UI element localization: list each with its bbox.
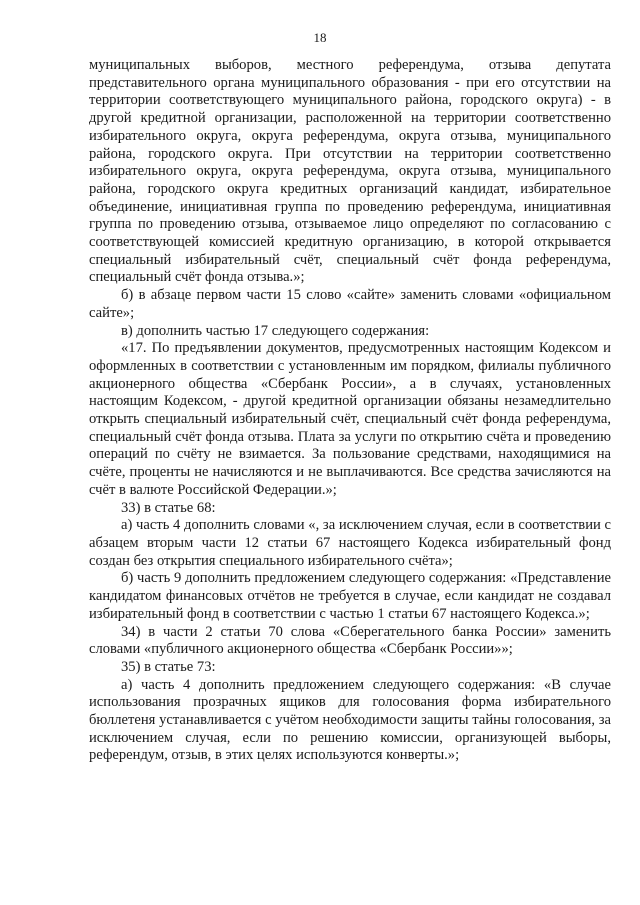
paragraph-2: б) в абзаце первом части 15 слово «сайте» заменить словами «официальном сайте»;: [89, 287, 611, 321]
paragraph-9: 35) в статье 73:: [121, 658, 216, 675]
paragraph-3: в) дополнить частью 17 следующего содержания:: [121, 322, 430, 339]
paragraph-7: б) часть 9 дополнить предложением следующего содержания: «Представление кандидатом финансовых отчётов не требуется в случае, если кандидат не создавал избирательный фонд в соответствии с частью 1 статьи 67 настоящего Кодекса.»;: [89, 570, 611, 622]
paragraph-1: муниципальных выборов, местного референдума, отзыва депутата представительного органа муниципального образования - при его отсутствии на территории соответствующего муниципального района, городского округа) - в другой кредитной организации, расположенной на территории соответственно избирательного округа, округа референдума, округа отзыва, муниципального района, городского округа. При отсутствии на территории соответственно избирательного округа, округа референдума, округа отзыва, муниципального района, городского округа кредитных организаций кандидат, избирательное объединение, инициативная группа по проведению референдума, инициативная группа по проведению отзыва, отзываемое лицо определяют по согласованию с соответствующей комиссией кредитную организацию, в которой открывается специальный избирательный счёт, специальный счёт фонда референдума, специальный счёт фонда отзыва.»;: [89, 57, 611, 286]
page-number: 18: [313, 30, 327, 45]
paragraph-6: а) часть 4 дополнить словами «, за исключением случая, если в соответствии с абзацем вторым части 12 статьи 67 настоящего Кодекса избирательный фонд создан без открытия специального избирательного счёта»;: [89, 517, 611, 569]
paragraph-4: «17. По предъявлении документов, предусмотренных настоящим Кодексом и оформленных в соответствии с установленным им порядком, филиалы публичного акционерного общества «Сбербанк России», а в случаях, установленных настоящим Кодексом, - другой кредитной организации обязаны незамедлительно открыть специальный избирательный счёт, специальный счёт фонда референдума, специальный счёт фонда отзыва. Плата за услуги по открытию счёта и проведению операций по счёту не взимается. За пользование средствами, находящимися на счёте, проценты не начисляются и не выплачиваются. Все средства зачисляются на счёт в валюте Российской Федерации.»;: [89, 340, 611, 498]
paragraph-5: 33) в статье 68:: [121, 499, 216, 516]
document-body: [89, 57, 611, 765]
paragraph-8: 34) в части 2 статьи 70 слова «Сберегательного банка России» заменить словами «публичного акционерного общества «Сбербанк России»»;: [89, 623, 611, 658]
paragraph-10: а) часть 4 дополнить предложением следующего содержания: «В случае использования прозрачных ящиков для голосования форма избирательного бюллетеня устанавливается с учётом необходимости защиты тайны голосования, за исключением случая, если по решению комиссии, организующей выборы, референдум, отзыв, в этих целях используются конверты.»;: [89, 676, 611, 764]
